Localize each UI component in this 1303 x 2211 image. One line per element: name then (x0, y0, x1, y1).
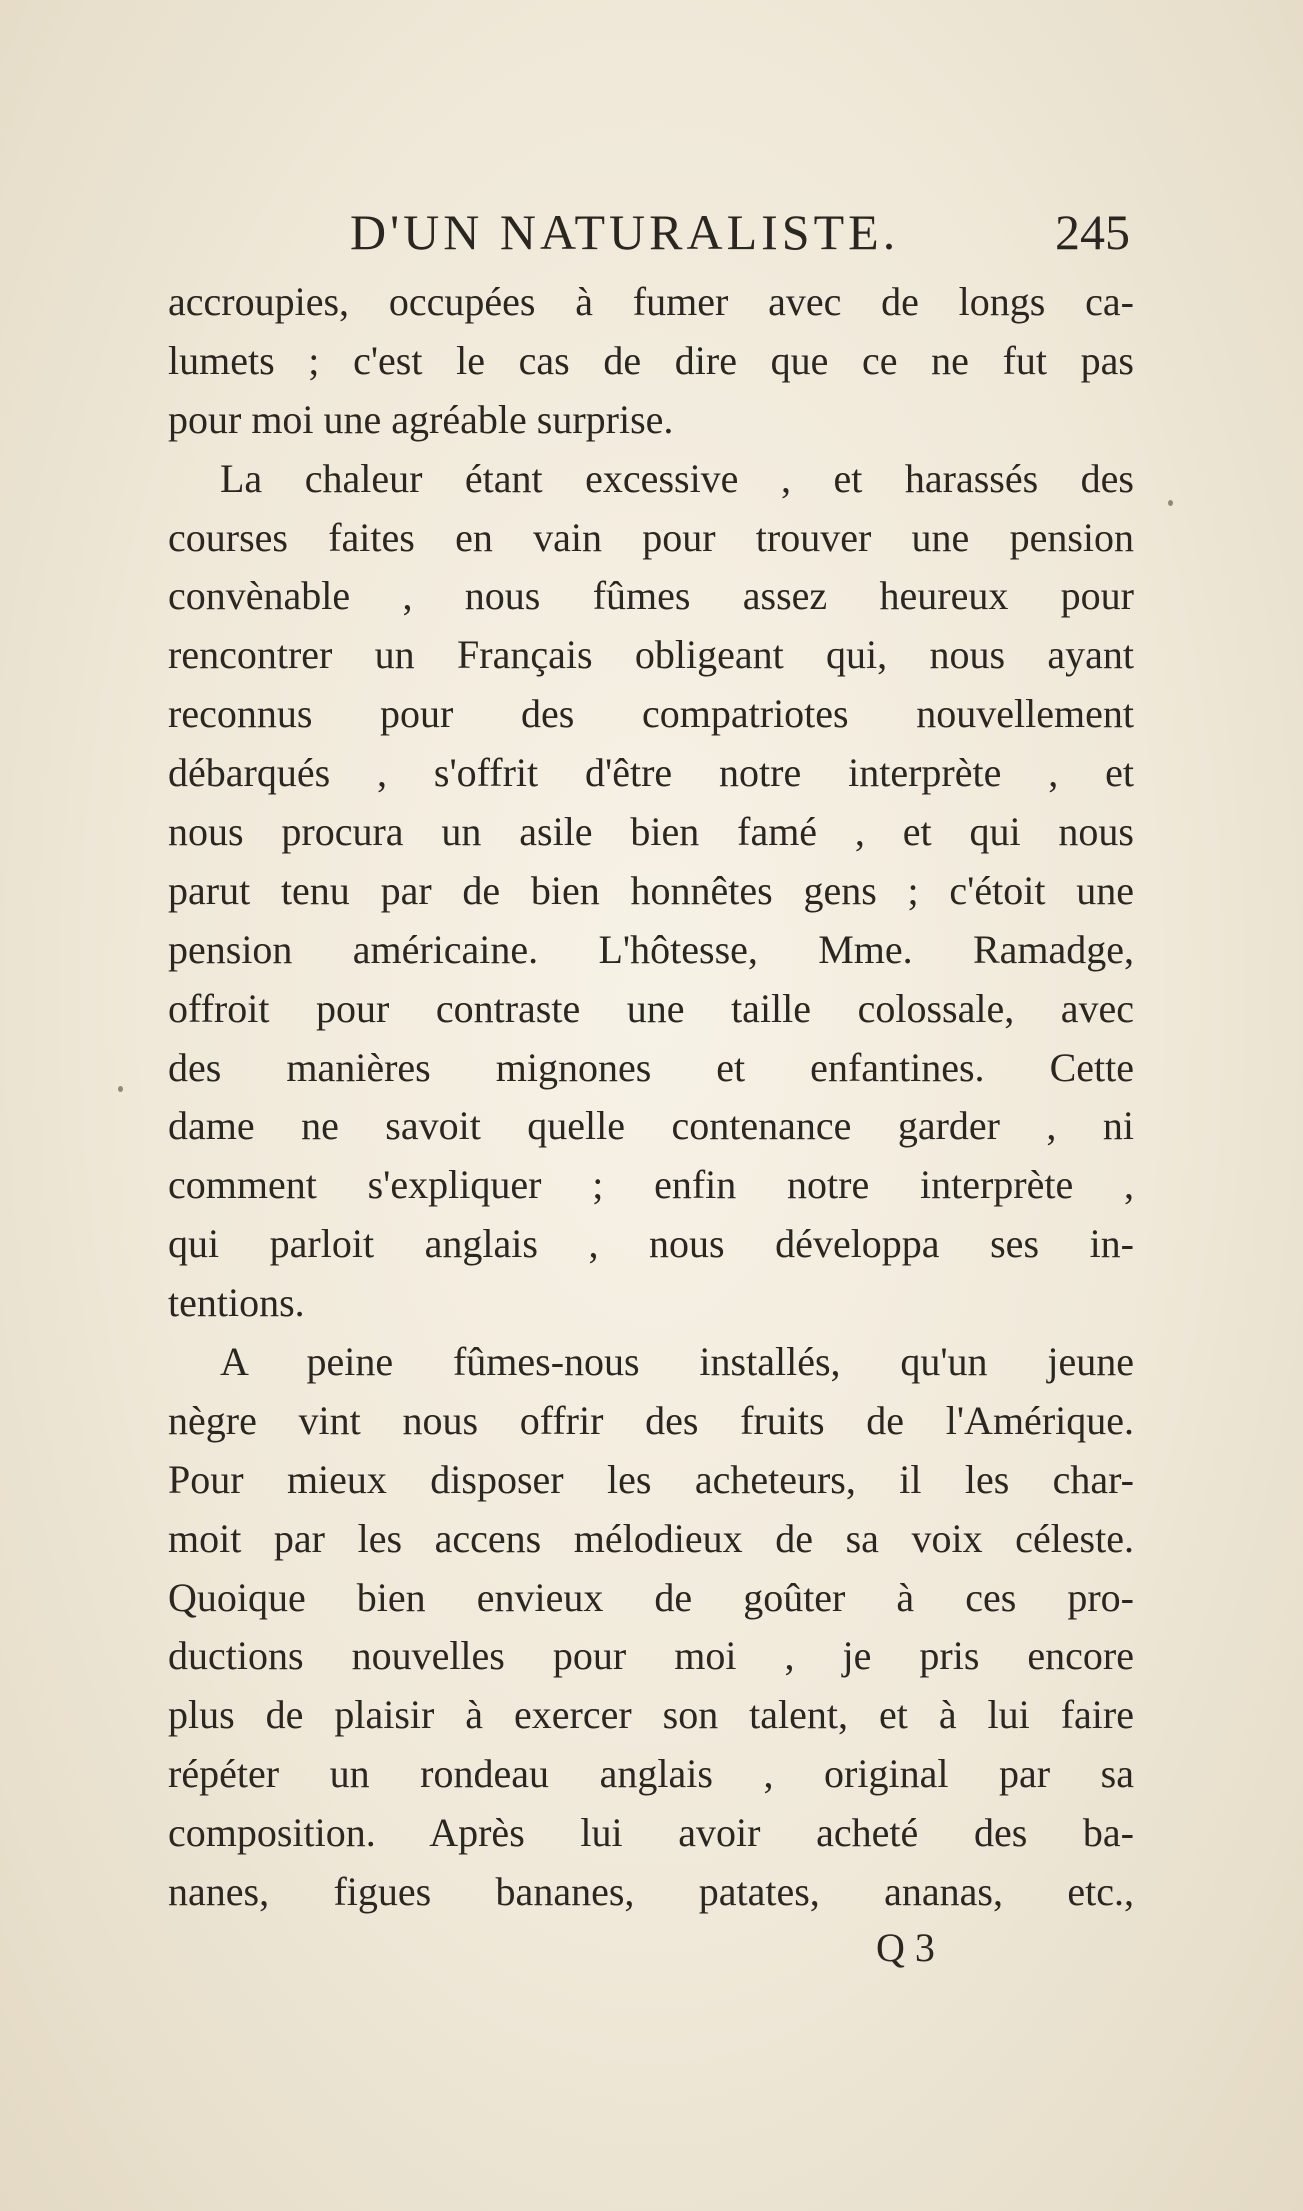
text-line: nous procura un asile bien famé , et qui nous (168, 809, 1134, 855)
text-line: répéter un rondeau anglais , original par sa (168, 1751, 1134, 1797)
text-line: des manières mignones et enfantines. Cette (168, 1044, 1134, 1090)
text-line: plus de plaisir à exercer son talent, et à lui faire (168, 1692, 1134, 1738)
text-line: parut tenu par de bien honnêtes gens ; c'étoit une (168, 867, 1134, 913)
text-line: courses faites en vain pour trouver une pension (168, 514, 1134, 560)
text-line: moit par les accens mélodieux de sa voix céleste. (168, 1515, 1134, 1561)
text-line: pension américaine. L'hôtesse, Mme. Ramadge, (168, 926, 1134, 972)
text-line: reconnus pour des compatriotes nouvellement (168, 691, 1134, 737)
text-line: Pour mieux disposer les acheteurs, il les char- (168, 1456, 1134, 1502)
text-line: comment s'expliquer ; enfin notre interprète , (168, 1162, 1134, 1208)
text-line: A peine fûmes-nous installés, qu'un jeune (220, 1339, 1134, 1385)
text-line: débarqués , s'offrit d'être notre interprète , et (168, 750, 1134, 796)
text-line: nègre vint nous offrir des fruits de l'Amérique. (168, 1397, 1134, 1443)
page-header (350, 196, 1160, 268)
text-line: accroupies, occupées à fumer avec de longs ca- (168, 279, 1134, 324)
page-number: 245 (1055, 204, 1130, 260)
ink-speck (1168, 500, 1173, 506)
text-line: Quoique bien envieux de goûter à ces pro- (168, 1574, 1134, 1620)
text-line: rencontrer un Français obligeant qui, nous ayant (168, 632, 1134, 678)
running-title: D'UN NATURALISTE. (350, 204, 900, 260)
text-line: composition. Après lui avoir acheté des ba- (168, 1810, 1134, 1856)
body-text (168, 273, 1134, 1922)
text-line: pour moi une agréable surprise. (168, 396, 674, 442)
text-line: qui parloit anglais , nous développa ses in- (168, 1221, 1134, 1267)
text-line: nanes, figues bananes, patates, ananas, etc., (168, 1869, 1134, 1915)
text-line: La chaleur étant excessive , et harassés des (220, 455, 1134, 501)
text-line: convènable , nous fûmes assez heureux pour (168, 573, 1134, 619)
text-line: offroit pour contraste une taille colossale, avec (168, 985, 1134, 1031)
text-line: tentions. (168, 1280, 305, 1326)
signature-mark: Q 3 (876, 1925, 935, 1970)
text-line: lumets ; c'est le cas de dire que ce ne fut pas (168, 337, 1134, 383)
text-line: ductions nouvelles pour moi , je pris encore (168, 1633, 1134, 1679)
ink-speck (118, 1086, 123, 1092)
text-line: dame ne savoit quelle contenance garder , ni (168, 1103, 1134, 1149)
